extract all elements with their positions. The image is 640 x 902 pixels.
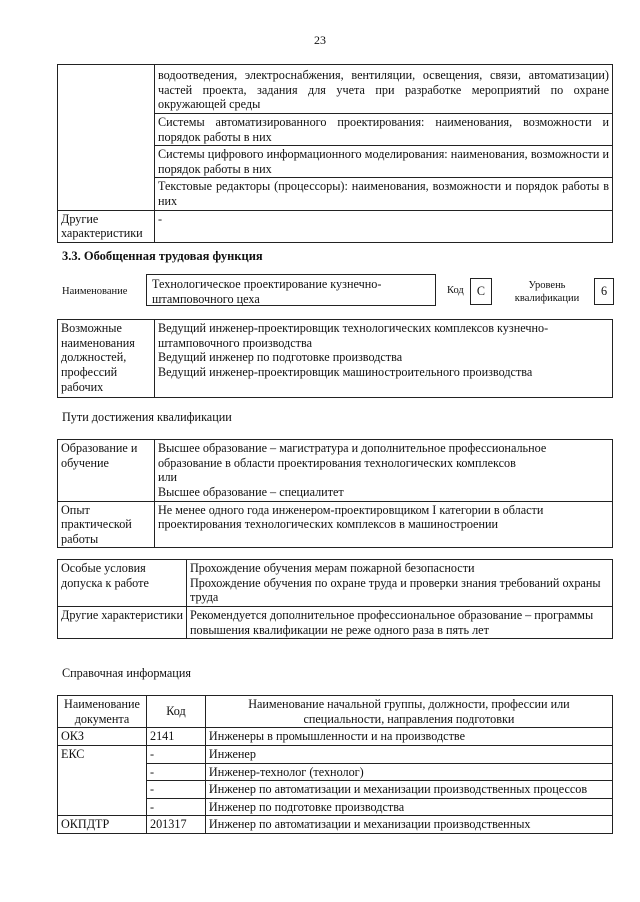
page-number: 23 [314,33,326,47]
table-row [58,728,613,746]
path-line: Высшее образование – специалитет [157,484,344,499]
section-heading: 3.3. Обобщенная трудовая функция [62,249,263,263]
table-cell-text: - [154,210,612,242]
ref-code: 2141 [146,728,205,746]
header-code: Код [146,696,205,728]
table-cell-label: Особые условия допуска к работе [58,560,187,607]
ref-code: - [146,745,205,763]
ref-doc: ЕКС [58,745,147,816]
reference-table [57,695,613,834]
ref-code: - [146,798,205,816]
table-row [58,816,613,834]
code-label: Код [447,285,464,296]
conditions-table [57,559,613,639]
positions-table [57,319,613,398]
table-header-row [58,696,613,728]
level-label: Уровень квалификации [514,280,580,305]
table-row [58,745,613,763]
name-label: Наименование [62,286,128,297]
table-cell-text [154,320,612,398]
ref-name: Инженер по подготовке производства [205,798,612,816]
table-cell-label: Другие характеристики [58,606,187,638]
ref-code: - [146,763,205,781]
ref-name: Инженер [205,745,612,763]
reference-heading: Справочная информация [62,666,191,680]
table-cell-text: Системы автоматизированного проектирования: наименования, возможности и порядок работы в них [154,113,612,145]
table-row [58,440,613,502]
ref-name: Инженер-технолог (технолог) [205,763,612,781]
condition-line: Прохождение обучения мерам пожарной безопасности [189,561,475,575]
header-doc: Наименование документа [58,696,147,728]
table-row [58,606,613,638]
table-cell-label: Другие характеристики [58,210,155,242]
function-name-value: Технологическое проектирование кузнечно-штамповочного цеха [152,277,382,306]
table-cell-text: Не менее одного года инженером-проектировщиком I категории в области проектирования технологических комплексов в машиностроении [154,501,612,548]
table-cell-label: Образование и обучение [58,440,155,502]
ref-name: Инженер по автоматизации и механизации производственных [205,816,612,834]
code-value: C [476,284,486,298]
table-cell-text: Текстовые редакторы (процессоры): наименования, возможности и порядок работы в них [154,178,612,210]
paths-heading: Пути достижения квалификации [62,410,232,424]
table-cell-text: Системы цифрового информационного моделирования: наименования, возможности и порядок работы в них [154,146,612,178]
condition-line: Прохождение обучения по охране труда и проверки знания требований охраны труда [189,575,601,605]
path-line: или [157,470,178,485]
level-value: 6 [600,284,608,298]
table-cell-text: Рекомендуется дополнительное профессиональное образование – программы повышения квалификации не реже одного раза в пять лет [186,606,612,638]
header-name: Наименование начальной группы, должности, профессии или специальности, направления подготовки [205,696,612,728]
position-item: Ведущий инженер-проектировщик технологических комплексов кузнечно-штамповочного производства [157,321,549,350]
position-item: Ведущий инженер по подготовке производства [157,350,403,365]
ref-doc: ОКЗ [58,728,147,746]
table-cell-label: Возможные наименования должностей, профессий рабочих [58,320,155,398]
table-row [58,560,613,607]
ref-code: - [146,781,205,799]
table-cell-text: водоотведения, электроснабжения, вентиляции, освещения, связи, автоматизации) частей проекта, задания для учета при разработке мероприятий по охране окружающей среды [154,65,612,114]
ref-doc: ОКПДТР [58,816,147,834]
knowledge-table [57,64,613,243]
table-cell-label [58,65,155,211]
path-line: Высшее образование – магистратура и дополнительное профессиональное образование в области проектирования технологических комплексов [157,441,547,470]
ref-code: 201317 [146,816,205,834]
code-box [470,278,492,305]
table-row [58,65,613,114]
table-row [58,320,613,398]
function-name-box [146,274,436,306]
table-cell-label: Опыт практической работы [58,501,155,548]
table-row [58,501,613,548]
ref-name: Инженер по автоматизации и механизации производственных процессов [205,781,612,799]
table-row [58,210,613,242]
ref-name: Инженеры в промышленности и на производстве [205,728,612,746]
table-cell-text [154,440,612,502]
position-item: Ведущий инженер-проектировщик машиностроительного производства [157,364,533,379]
paths-table [57,439,613,548]
level-box [594,278,614,305]
table-cell-text [186,560,612,607]
